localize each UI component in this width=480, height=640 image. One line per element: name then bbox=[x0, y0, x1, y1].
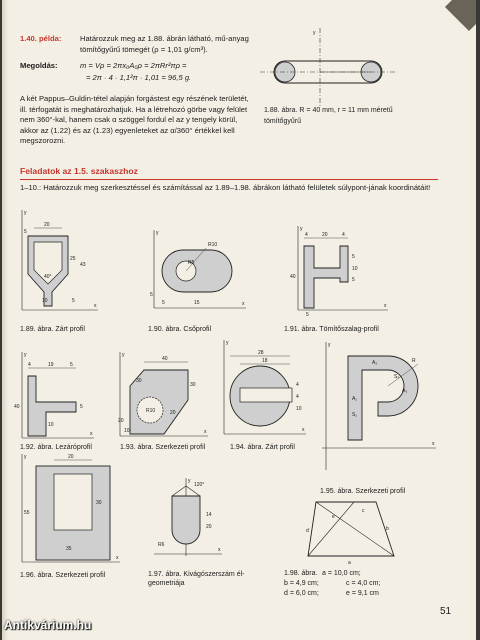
f193-dim-f: 20 bbox=[170, 410, 176, 416]
f195-axis-y: y bbox=[328, 342, 331, 348]
f192-dim-e: 40 bbox=[14, 404, 20, 410]
f191-dim-g: 40 bbox=[290, 274, 296, 280]
f198-value-b: b = 4,9 cm; bbox=[284, 580, 319, 587]
figure-1-97-caption: 1.97. ábra. Kivágószerszám él-geometriája bbox=[148, 571, 245, 587]
figure-1-91-caption: 1.91. ábra. Tömítőszalag-profil bbox=[284, 326, 379, 333]
f194-dim-d: 4 bbox=[296, 394, 299, 400]
figure-1-89-caption: 1.89. ábra. Zárt profil bbox=[20, 326, 85, 333]
figure-1-93-drawing bbox=[114, 350, 210, 442]
f197-dim-r: R6 bbox=[158, 542, 165, 548]
f197-dim-angle: 120° bbox=[194, 482, 205, 488]
example-label: 1.40. példa: bbox=[20, 34, 62, 43]
f189-dim-base: 10 bbox=[42, 298, 48, 304]
f191-dim-d: 5 bbox=[352, 254, 355, 260]
f194-dim-b: 18 bbox=[262, 358, 268, 364]
f195-label-a3: A₃ bbox=[402, 388, 408, 394]
f196-axis-x: x bbox=[116, 555, 119, 561]
page-number: 51 bbox=[440, 606, 452, 617]
f198-side-d: d bbox=[306, 528, 309, 534]
f196-dim-a: 20 bbox=[68, 454, 74, 460]
example-text: Határozzuk meg az 1.88. ábrán látható, mű-anyag tömítőgyűrű tömegét (ρ = 1,01 g/cm³). bbox=[80, 34, 249, 54]
f192-dim-f: 10 bbox=[48, 422, 54, 428]
f198-side-c: c bbox=[362, 508, 365, 514]
f189-dim-stem: 5 bbox=[72, 298, 75, 304]
f191-axis-x: x bbox=[384, 303, 387, 309]
f192-dim-b: 19 bbox=[48, 362, 54, 368]
f191-dim-e: 10 bbox=[352, 266, 358, 272]
f197-dim-b: 20 bbox=[206, 524, 212, 530]
task-text: 1–10.: Határozzuk meg szerkesztéssel és számítással az 1.89–1.98. ábrákon látható felületek súlypont-jának koordinátáit! bbox=[20, 183, 431, 192]
f192-dim-a: 4 bbox=[28, 362, 31, 368]
f198-value-a: a = 10,0 cm; bbox=[322, 570, 361, 577]
f193-dim-r: R10 bbox=[146, 408, 156, 414]
equation-line-1: m = Vρ = 2πx₀A₀ρ = 2πRr²πρ = bbox=[80, 61, 187, 70]
figure-1-92-caption: 1.92. ábra. Lezáróprofil bbox=[20, 444, 92, 451]
f196-dim-b: 55 bbox=[24, 510, 30, 516]
f194-axis-y: y bbox=[226, 340, 229, 346]
f192-dim-d: 5 bbox=[80, 404, 83, 410]
f189-dim-height: 25 bbox=[70, 256, 76, 262]
f190-dim-a: 5 bbox=[162, 300, 165, 306]
f191-dim-b: 20 bbox=[322, 232, 328, 238]
f197-dim-a: 14 bbox=[206, 512, 212, 518]
f194-dim-e: 10 bbox=[296, 406, 302, 412]
f191-dim-a: 4 bbox=[305, 232, 308, 238]
f192-axis-y: y bbox=[24, 352, 27, 358]
f193-dim-a: 40 bbox=[162, 356, 168, 362]
f195-label-r: R bbox=[412, 358, 416, 364]
figure-1-96-caption: 1.96. ábra. Szerkezeti profil bbox=[20, 572, 106, 579]
page-spine-shadow bbox=[2, 0, 8, 640]
f195-label-s1: S₁ bbox=[352, 412, 358, 418]
figure-1-93-caption: 1.93. ábra. Szerkezeti profil bbox=[120, 444, 206, 451]
f194-axis-x: x bbox=[302, 427, 305, 433]
f190-dim-r5: R5 bbox=[188, 260, 195, 266]
f193-dim-c: 20 bbox=[118, 418, 124, 424]
figure-1-89-drawing bbox=[16, 206, 98, 316]
f189-dim-top: 5 bbox=[24, 229, 27, 235]
f196-axis-y: y bbox=[24, 454, 27, 460]
figure-1-94-drawing bbox=[218, 338, 308, 438]
f198-value-d: d = 6,0 cm; bbox=[284, 590, 319, 597]
f195-label-s3: S₃ bbox=[394, 374, 400, 380]
f195-label-a1: A₁ bbox=[352, 396, 358, 402]
page-corner-fold bbox=[445, 0, 476, 31]
f192-dim-c: 5 bbox=[70, 362, 73, 368]
f195-axis-x: x bbox=[432, 441, 435, 447]
f189-axis-y: y bbox=[24, 210, 27, 216]
f190-dim-b: 15 bbox=[194, 300, 200, 306]
f198-value-c: c = 4,0 cm; bbox=[346, 580, 381, 587]
f193-dim-e: 30 bbox=[136, 378, 142, 384]
f193-axis-y: y bbox=[122, 352, 125, 358]
figure-1-92-drawing bbox=[16, 350, 96, 442]
figure-1-96-drawing bbox=[16, 452, 122, 568]
f196-dim-c: 30 bbox=[96, 500, 102, 506]
figure-1-95-drawing bbox=[318, 340, 438, 476]
f193-dim-b: 30 bbox=[190, 382, 196, 388]
figure-1-88-drawing bbox=[260, 28, 420, 108]
f189-dim-angle: 40° bbox=[44, 274, 52, 280]
f197-axis-y: y bbox=[188, 478, 191, 484]
figure-1-91-drawing bbox=[292, 224, 392, 316]
svg-text:y: y bbox=[313, 30, 316, 36]
figure-1-90-drawing bbox=[148, 228, 248, 314]
f191-axis-y: y bbox=[300, 226, 303, 232]
f189-dim-total: 43 bbox=[80, 262, 86, 268]
f198-side-e: e bbox=[332, 514, 335, 520]
f197-axis-x: x bbox=[218, 547, 221, 553]
f195-label-a2: A₂ bbox=[372, 360, 378, 366]
f190-axis-x: x bbox=[242, 301, 245, 307]
f190-axis-y: y bbox=[156, 230, 159, 236]
f193-dim-d: 10 bbox=[124, 428, 130, 434]
heading-rule bbox=[20, 179, 438, 180]
f193-axis-x: x bbox=[204, 429, 207, 435]
book-page bbox=[2, 0, 476, 640]
figure-1-88-caption: 1.88. ábra. R = 40 mm, r = 11 mm méretű tömítőgyűrű bbox=[264, 107, 393, 125]
figure-1-90-caption: 1.90. ábra. Csőprofil bbox=[148, 326, 212, 333]
f194-dim-c: 4 bbox=[296, 382, 299, 388]
f190-dim-r10: R10 bbox=[208, 242, 218, 248]
f196-dim-d: 35 bbox=[66, 546, 72, 552]
figure-1-97-drawing bbox=[148, 476, 224, 560]
section-heading: Feladatok az 1.5. szakaszhoz bbox=[20, 166, 138, 176]
figure-1-98-drawing bbox=[298, 496, 398, 568]
f191-dim-c: 4 bbox=[342, 232, 345, 238]
figure-1-98-caption: 1.98. ábra. bbox=[284, 570, 318, 577]
f198-side-a: a bbox=[348, 560, 351, 566]
pappus-paragraph: A két Pappus–Guldin-tétel alapján forgástest egy részének területét, ill. térfogatát is meghatározhatjuk. Ha a létrehozó görbe vagy felület nem 360°-kal, hanem csak α szöggel fordul el az y tengely körül, akkor az (1.22) és az (1.23) egyenleteket az α/360° értékkel kell megszorozni. bbox=[20, 94, 249, 145]
figure-1-95-caption: 1.95. ábra. Szerkezeti profil bbox=[320, 488, 406, 495]
f198-value-e: e = 9,1 cm bbox=[346, 590, 379, 597]
f191-dim-f: 5 bbox=[352, 277, 355, 283]
watermark: Antikvárium.hu bbox=[4, 618, 92, 632]
f189-dim-width: 20 bbox=[44, 222, 50, 228]
f194-dim-a: 28 bbox=[258, 350, 264, 356]
equation-line-2: = 2π · 4 · 1,1²π · 1,01 = 96,5 g. bbox=[86, 73, 192, 82]
f198-side-b: b bbox=[386, 526, 389, 532]
f192-axis-x: x bbox=[90, 431, 93, 437]
f189-axis-x: x bbox=[94, 303, 97, 309]
f191-dim-h: 5 bbox=[306, 312, 309, 318]
solution-label: Megoldás: bbox=[20, 61, 58, 70]
figure-1-94-caption: 1.94. ábra. Zárt profil bbox=[230, 444, 295, 451]
f190-dim-c: 5 bbox=[150, 292, 153, 298]
